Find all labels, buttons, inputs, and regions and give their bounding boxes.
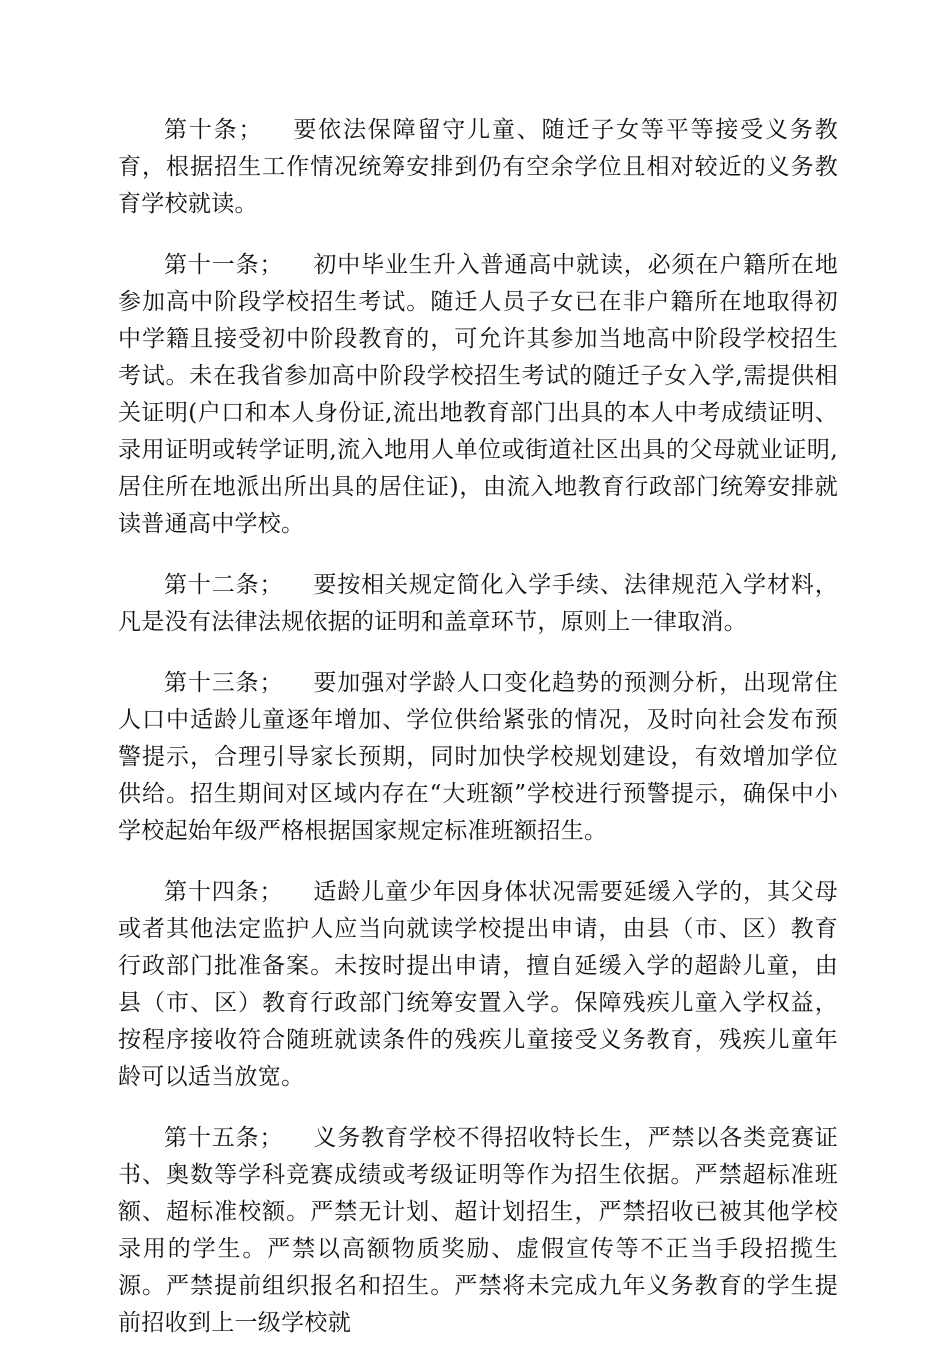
article-text: 要加强对学龄人口变化趋势的预测分析，出现常住人口中适龄儿童逐年增加、学位供给紧张的情况，及时向社会发布预警提示，合理引导家长预期，同时加快学校规划建设，有效增加学位供给。招生期间对区域内存在“大班额”学校进行预警提示，确保中小学校起始年级严格根据国家规定标准班额招生。 [118,670,838,844]
article-text: 初中毕业生升入普通高中就读，必须在户籍所在地参加高中阶段学校招生考试。随迁人员子女已在非户籍所在地取得初中学籍且接受初中阶段教育的，可允许其参加当地高中阶段学校招生考试。未在我省参加高中阶段学校招生考试的随迁子女入学,需提供相关证明(户口和本人身份证,流出地教育部门出具的本人中考成绩证明、录用证明或转学证明,流入地用人单位或街道社区出具的父母就业证明,居住所在地派出所出具的居住证)，由流入地教育行政部门统筹安排就读普通高中学校。 [118,252,838,537]
document-body [118,112,838,1366]
article-label: 第十三条； [164,670,283,696]
article-15 [118,1120,838,1342]
article-14 [118,874,838,1096]
article-11 [118,247,838,543]
article-text: 要依法保障留守儿童、随迁子女等平等接受义务教育，根据招生工作情况统筹安排到仍有空余学位且相对较近的义务教育学校就读。 [118,117,839,217]
article-label: 第十二条； [164,572,283,598]
article-text: 义务教育学校不得招收特长生，严禁以各类竞赛证书、奥数等学科竞赛成绩或考级证明等作为招生依据。严禁超标准班额、超标准校额。严禁无计划、超计划招生，严禁招收已被其他学校录用的学生。严禁以高额物质奖励、虚假宣传等不正当手段招揽生源。严禁提前组织报名和招生。严禁将未完成九年义务教育的学生提前招收到上一级学校就 [118,1125,838,1336]
article-10 [118,112,838,223]
article-label: 第十四条； [164,879,283,905]
article-label: 第十条； [164,117,262,143]
article-text: 要按相关规定简化入学手续、法律规范入学材料，凡是没有法律法规依据的证明和盖章环节，原则上一律取消。 [118,572,838,635]
article-label: 第十五条； [164,1125,283,1151]
article-12 [118,567,838,641]
article-text: 适龄儿童少年因身体状况需要延缓入学的，其父母或者其他法定监护人应当向就读学校提出申请，由县（市、区）教育行政部门批准备案。未按时提出申请，擅自延缓入学的超龄儿童，由县（市、区）教育行政部门统筹安置入学。保障残疾儿童入学权益，按程序接收符合随班就读条件的残疾儿童接受义务教育，残疾儿童年龄可以适当放宽。 [118,879,838,1090]
article-13 [118,665,838,850]
article-label: 第十一条； [164,252,283,278]
